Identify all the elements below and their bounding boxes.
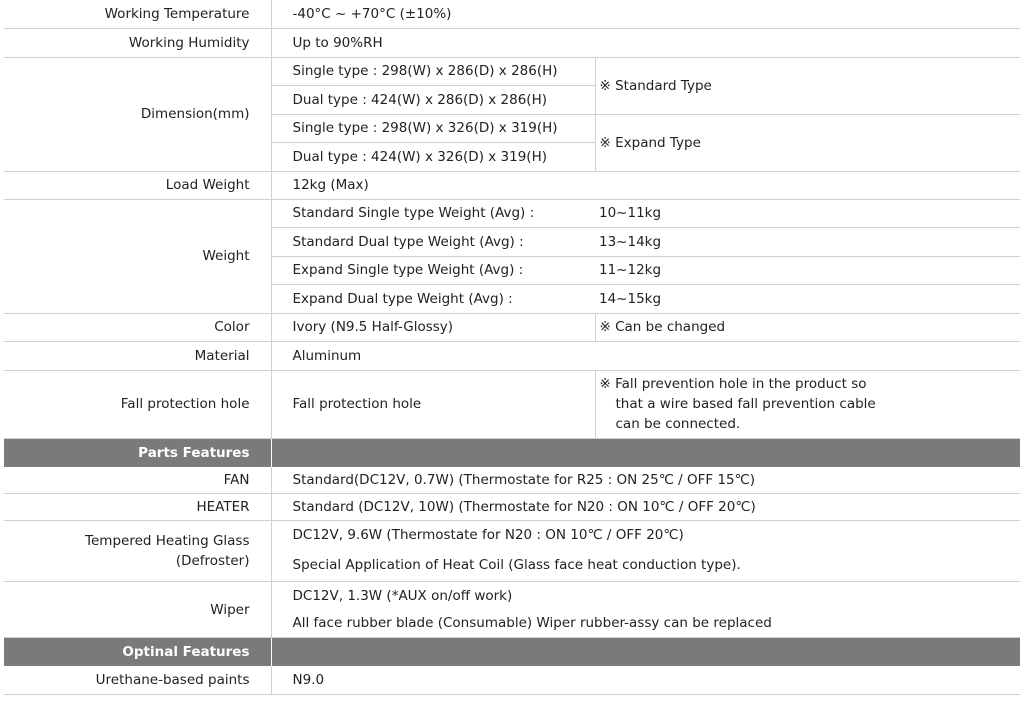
load-weight-label: Load Weight — [4, 171, 271, 199]
optional-features-title: Optinal Features — [4, 638, 271, 667]
load-weight-value: 12kg (Max) — [271, 171, 1020, 199]
heating-glass-label — [4, 521, 271, 582]
material-label: Material — [4, 341, 271, 370]
heater-value: Standard (DC12V, 10W) (Thermostate for N20 : ON 10℃ / OFF 20℃) — [271, 494, 1020, 521]
working-humidity-label: Working Humidity — [4, 28, 271, 57]
weight-item-name: Expand Single type Weight (Avg) : — [271, 256, 595, 284]
color-value: Ivory (N9.5 Half-Glossy) — [271, 313, 595, 341]
dimension-standard-single: Single type : 298(W) x 286(D) x 286(H) — [271, 57, 595, 85]
parts-features-title: Parts Features — [4, 438, 271, 467]
fan-label: FAN — [4, 467, 271, 494]
weight-item-value: 14~15kg — [595, 284, 1020, 313]
heating-glass-value: DC12V, 9.6W (Thermostate for N20 : ON 10℃ / OFF 20℃) — [292, 527, 684, 544]
wiper-label: Wiper — [4, 582, 271, 638]
row-working-temperature — [4, 0, 1020, 28]
row-load-weight — [4, 171, 1020, 199]
material-value: Aluminum — [271, 341, 1020, 370]
heating-glass-label-line2: (Defroster) — [175, 553, 250, 569]
row-dimension — [4, 57, 1020, 85]
dimension-label: Dimension(mm) — [4, 57, 271, 171]
dimension-standard-dual: Dual type : 424(W) x 286(D) x 286(H) — [271, 85, 595, 114]
urethane-label: Urethane-based paints — [4, 666, 271, 694]
dimension-expand-single: Single type : 298(W) x 326(D) x 319(H) — [271, 114, 595, 142]
fall-protection-label: Fall protection hole — [4, 370, 271, 438]
row-wiper — [4, 582, 1020, 610]
wiper-value: DC12V, 1.3W (*AUX on/off work) — [292, 587, 513, 604]
weight-item-value: 13~14kg — [595, 227, 1020, 256]
fan-value: Standard(DC12V, 0.7W) (Thermostate for R25 : ON 25℃ / OFF 15℃) — [271, 467, 1020, 494]
heater-label: HEATER — [4, 494, 271, 521]
row-color — [4, 313, 1020, 341]
row-fall-protection — [4, 370, 1020, 438]
row-urethane — [4, 666, 1020, 694]
working-temperature-value: -40°C ~ +70°C (±10%) — [271, 0, 1020, 28]
weight-item-name: Standard Single type Weight (Avg) : — [271, 199, 595, 227]
weight-item-name: Expand Dual type Weight (Avg) : — [271, 284, 595, 313]
parts-features-header — [4, 438, 1020, 467]
fall-protection-note-line: ※ Fall prevention hole in the product so — [599, 376, 867, 392]
weight-item-name: Standard Dual type Weight (Avg) : — [271, 227, 595, 256]
row-fan — [4, 467, 1020, 494]
dimension-expand-dual: Dual type : 424(W) x 326(D) x 319(H) — [271, 142, 595, 171]
color-note: ※ Can be changed — [595, 313, 1020, 341]
wiper-value: All face rubber blade (Consumable) Wiper rubber-assy can be replaced — [271, 610, 1020, 638]
weight-item-value: 11~12kg — [595, 256, 1020, 284]
heating-glass-value: Special Application of Heat Coil (Glass face heat conduction type). — [271, 550, 1020, 582]
fall-protection-note-line: can be connected. — [615, 416, 741, 432]
working-temperature-label: Working Temperature — [4, 0, 271, 28]
fall-protection-value: Fall protection hole — [271, 370, 595, 438]
weight-label: Weight — [4, 199, 271, 313]
dimension-expand-note: ※ Expand Type — [595, 114, 1020, 171]
row-heating-glass — [4, 521, 1020, 550]
row-heater — [4, 494, 1020, 521]
row-material — [4, 341, 1020, 370]
fall-protection-note-line: that a wire based fall prevention cable — [615, 396, 876, 412]
spec-table — [4, 0, 1020, 695]
fall-protection-note — [595, 370, 1020, 438]
row-working-humidity — [4, 28, 1020, 57]
working-humidity-value: Up to 90%RH — [271, 28, 1020, 57]
dimension-standard-note: ※ Standard Type — [595, 57, 1020, 114]
heating-glass-label-line1: Tempered Heating Glass — [85, 533, 250, 549]
weight-item-value: 10~11kg — [595, 199, 1020, 227]
urethane-value: N9.0 — [271, 666, 1020, 694]
color-label: Color — [4, 313, 271, 341]
optional-features-header — [4, 638, 1020, 667]
row-weight — [4, 199, 1020, 227]
